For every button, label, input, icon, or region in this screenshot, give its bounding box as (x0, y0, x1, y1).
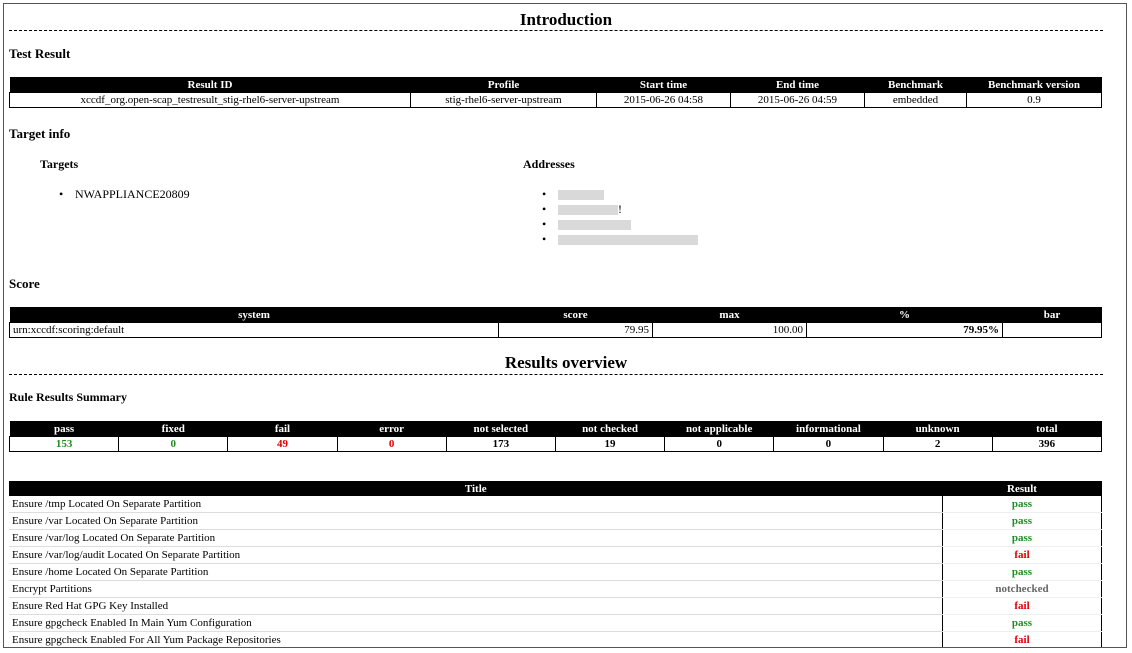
rule-summary-table (9, 421, 1102, 452)
summary-value-unknown: 2 (883, 437, 992, 452)
rule-title[interactable]: Ensure Red Hat GPG Key Installed (9, 598, 943, 615)
summary-col-fail: fail (228, 421, 337, 437)
bar-cell (1003, 323, 1102, 338)
score-cell: 79.95 (499, 323, 653, 338)
rule-summary-heading: Rule Results Summary (9, 390, 128, 404)
address-item (558, 202, 622, 217)
rule-title[interactable]: Ensure /home Located On Separate Partition (9, 564, 943, 581)
col-title: Title (9, 481, 943, 496)
summary-value-not-applicable: 0 (665, 437, 774, 452)
rule-row[interactable] (9, 581, 1102, 598)
summary-col-informational: informational (774, 421, 883, 437)
rule-result: pass (943, 513, 1102, 530)
summary-value-not-selected: 173 (446, 437, 555, 452)
summary-col-pass: pass (10, 421, 119, 437)
col-benchmark-version: Benchmark version (967, 77, 1102, 93)
col-start-time: Start time (597, 77, 731, 93)
summary-value-informational: 0 (774, 437, 883, 452)
rule-result: pass (943, 530, 1102, 547)
rule-row[interactable] (9, 530, 1102, 547)
target-item: • NWAPPLIANCE20809 (75, 187, 190, 202)
rules-table (9, 481, 1102, 648)
summary-value-total: 396 (992, 437, 1101, 452)
divider (9, 30, 1103, 31)
summary-col-not-checked: not checked (555, 421, 664, 437)
rule-title[interactable]: Ensure gpgcheck Enabled For All Yum Package Repositories (9, 632, 943, 649)
summary-value-error: 0 (337, 437, 446, 452)
benchmark-version-cell: 0.9 (967, 93, 1102, 108)
summary-value-pass: 153 (10, 437, 119, 452)
rule-title[interactable]: Encrypt Partitions (9, 581, 943, 598)
test-result-heading: Test Result (9, 46, 71, 61)
col-benchmark: Benchmark (865, 77, 967, 93)
address-item (558, 232, 698, 247)
targets-column (40, 157, 78, 172)
col-max: max (653, 307, 807, 323)
col-result-id: Result ID (10, 77, 411, 93)
col-result: Result (943, 481, 1102, 496)
system-cell: urn:xccdf:scoring:default (10, 323, 499, 338)
summary-value-fail: 49 (228, 437, 337, 452)
col-end-time: End time (731, 77, 865, 93)
rule-result: fail (943, 632, 1102, 649)
score-table (9, 307, 1102, 338)
start-time-cell: 2015-06-26 04:58 (597, 93, 731, 108)
max-cell: 100.00 (653, 323, 807, 338)
rule-row[interactable] (9, 564, 1102, 581)
addresses-label: Addresses (523, 157, 575, 171)
col-percent: % (807, 307, 1003, 323)
rule-result: fail (943, 598, 1102, 615)
rule-result: notchecked (943, 581, 1102, 598)
rule-title[interactable]: Ensure gpgcheck Enabled In Main Yum Configuration (9, 615, 943, 632)
rule-row[interactable] (9, 547, 1102, 564)
summary-value-not-checked: 19 (555, 437, 664, 452)
end-time-cell: 2015-06-26 04:59 (731, 93, 865, 108)
summary-col-error: error (337, 421, 446, 437)
rule-result: fail (943, 547, 1102, 564)
rule-row[interactable] (9, 598, 1102, 615)
address-item (558, 187, 604, 202)
test-result-table (9, 77, 1102, 108)
summary-col-unknown: unknown (883, 421, 992, 437)
targets-label: Targets (40, 157, 79, 171)
redacted-address (558, 190, 604, 200)
rule-title[interactable]: Ensure /var Located On Separate Partition (9, 513, 943, 530)
rule-title[interactable]: Ensure /var/log Located On Separate Partition (9, 530, 943, 547)
rule-row[interactable] (9, 632, 1102, 649)
rule-row[interactable] (9, 496, 1102, 513)
summary-value-fixed: 0 (119, 437, 228, 452)
score-heading: Score (9, 276, 40, 291)
results-overview-heading: Results overview (504, 353, 628, 372)
report-frame (3, 3, 1127, 648)
col-profile: Profile (411, 77, 597, 93)
col-score: score (499, 307, 653, 323)
summary-col-not-selected: not selected (446, 421, 555, 437)
col-system: system (10, 307, 499, 323)
rule-result: pass (943, 615, 1102, 632)
summary-col-fixed: fixed (119, 421, 228, 437)
col-bar: bar (1003, 307, 1102, 323)
rule-title[interactable]: Ensure /tmp Located On Separate Partition (9, 496, 943, 513)
rule-row[interactable] (9, 615, 1102, 632)
rule-result: pass (943, 496, 1102, 513)
target-info-heading: Target info (9, 126, 71, 141)
percent-cell: 79.95% (807, 323, 1003, 338)
rule-row[interactable] (9, 513, 1102, 530)
score-bar (1003, 323, 1081, 337)
benchmark-cell: embedded (865, 93, 967, 108)
summary-col-not-applicable: not applicable (665, 421, 774, 437)
rule-title[interactable]: Ensure /var/log/audit Located On Separate Partition (9, 547, 943, 564)
addresses-column (523, 157, 575, 172)
redacted-address (558, 205, 618, 215)
divider (9, 374, 1103, 375)
summary-col-total: total (992, 421, 1101, 437)
introduction-heading: Introduction (519, 10, 613, 29)
redacted-address (558, 235, 698, 245)
profile-cell: stig-rhel6-server-upstream (411, 93, 597, 108)
redacted-address (558, 220, 631, 230)
result-id-cell: xccdf_org.open-scap_testresult_stig-rhel6-server-upstream (10, 93, 411, 108)
rule-result: pass (943, 564, 1102, 581)
address-trailing-char: ! (618, 202, 622, 216)
address-item (558, 217, 631, 232)
